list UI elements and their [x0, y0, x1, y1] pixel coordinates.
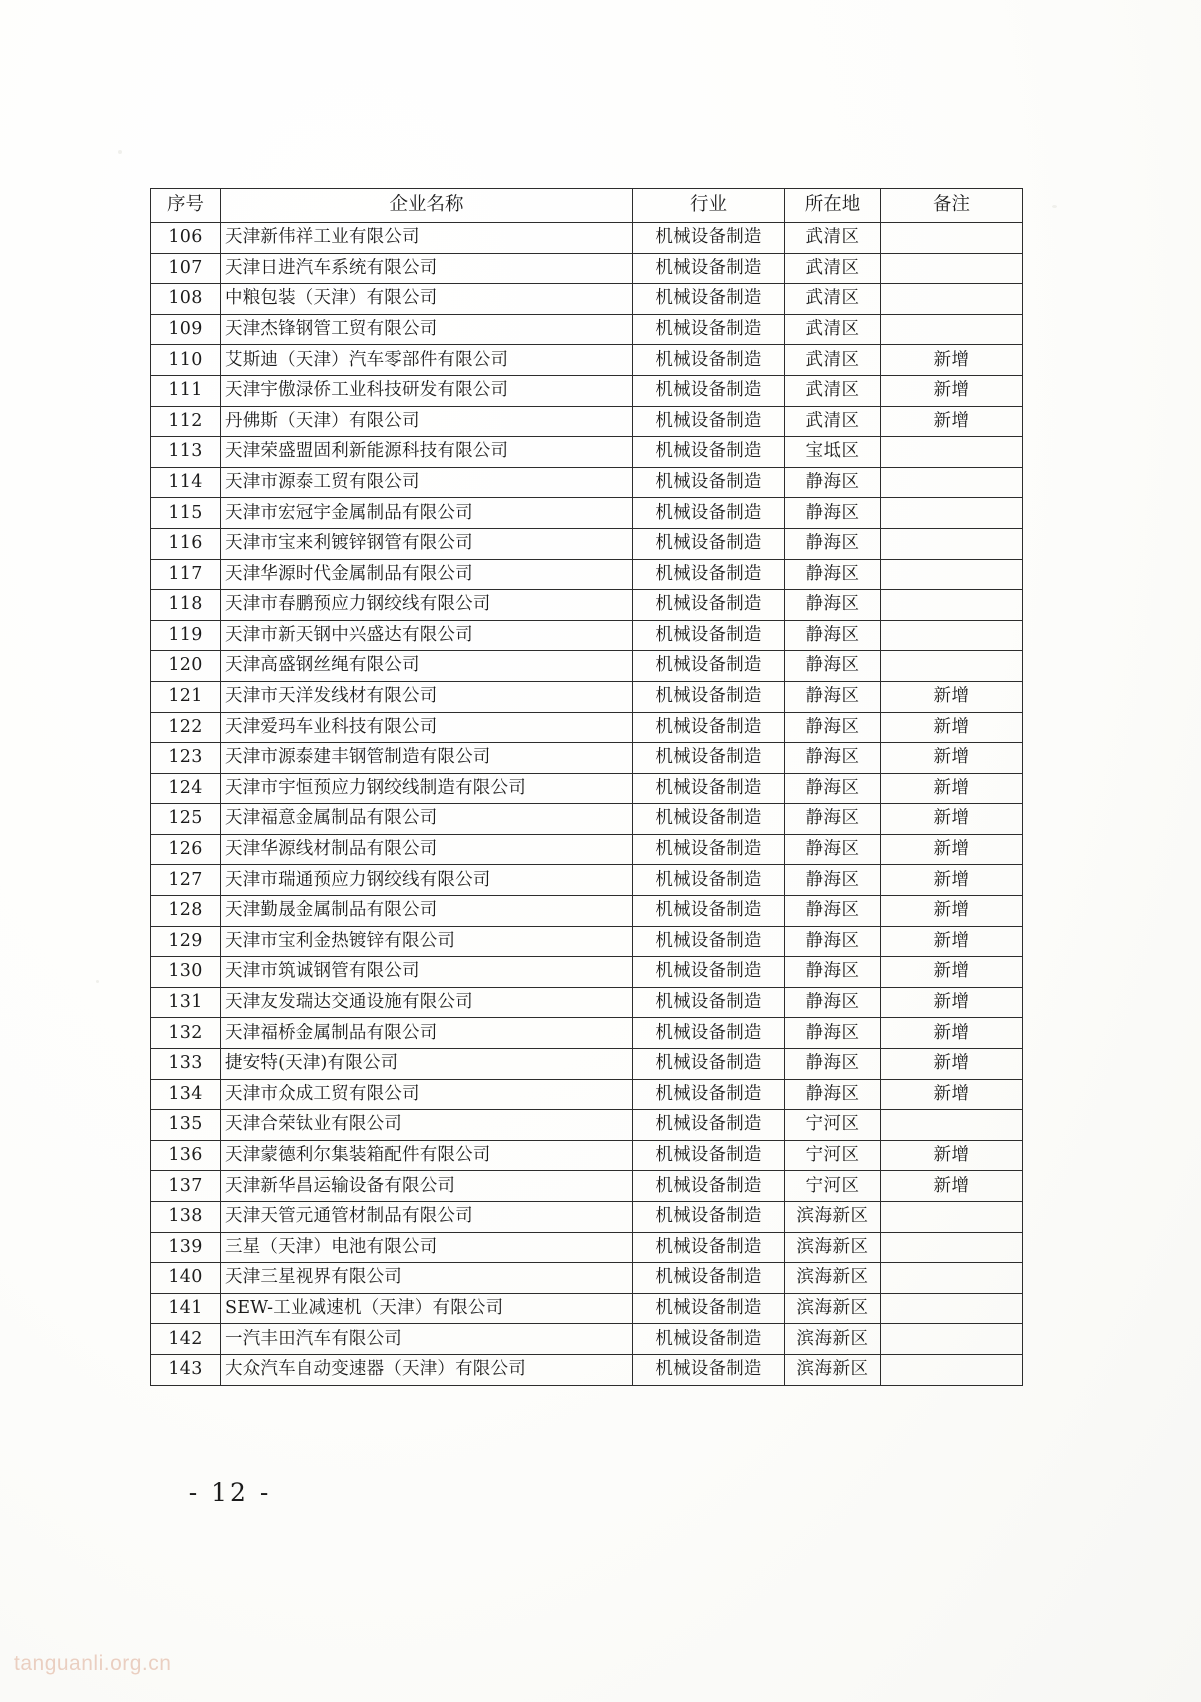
cell-company: 天津市宝利金热镀锌有限公司	[221, 926, 633, 957]
table-row	[151, 1171, 1023, 1202]
table-row	[151, 345, 1023, 376]
cell-seq: 121	[151, 681, 221, 712]
table-row	[151, 834, 1023, 865]
table-body	[151, 223, 1023, 1386]
cell-industry: 机械设备制造	[633, 1202, 785, 1233]
cell-company: 天津市源泰工贸有限公司	[221, 467, 633, 498]
table-row	[151, 1049, 1023, 1080]
table-row	[151, 620, 1023, 651]
cell-seq: 108	[151, 284, 221, 315]
cell-seq: 116	[151, 528, 221, 559]
cell-location: 静海区	[785, 987, 881, 1018]
cell-company: 大众汽车自动变速器（天津）有限公司	[221, 1354, 633, 1385]
cell-seq: 106	[151, 223, 221, 254]
cell-company: 天津市瑞通预应力钢绞线有限公司	[221, 865, 633, 896]
table-row	[151, 743, 1023, 774]
cell-seq: 114	[151, 467, 221, 498]
cell-location: 静海区	[785, 712, 881, 743]
cell-remark	[881, 437, 1023, 468]
cell-industry: 机械设备制造	[633, 896, 785, 927]
page-number: - 12 -	[188, 1478, 272, 1507]
cell-industry: 机械设备制造	[633, 437, 785, 468]
cell-location: 武清区	[785, 284, 881, 315]
cell-location: 宁河区	[785, 1140, 881, 1171]
cell-company: 天津华源时代金属制品有限公司	[221, 559, 633, 590]
site-watermark: tanguanli.org.cn	[14, 1652, 172, 1675]
cell-company: 天津新伟祥工业有限公司	[221, 223, 633, 254]
cell-industry: 机械设备制造	[633, 712, 785, 743]
scan-speck	[118, 150, 122, 154]
table-row	[151, 284, 1023, 315]
cell-remark	[881, 651, 1023, 682]
column-header-location: 所在地	[785, 189, 881, 223]
cell-location: 武清区	[785, 345, 881, 376]
cell-company: 天津合荣钛业有限公司	[221, 1110, 633, 1141]
cell-seq: 115	[151, 498, 221, 529]
table-row	[151, 559, 1023, 590]
cell-location: 静海区	[785, 865, 881, 896]
table-row	[151, 1324, 1023, 1355]
cell-industry: 机械设备制造	[633, 834, 785, 865]
cell-company: 天津市春鹏预应力钢绞线有限公司	[221, 590, 633, 621]
table-row	[151, 773, 1023, 804]
cell-location: 宁河区	[785, 1110, 881, 1141]
cell-remark: 新增	[881, 345, 1023, 376]
cell-remark: 新增	[881, 1171, 1023, 1202]
cell-location: 武清区	[785, 406, 881, 437]
cell-company: 天津市宝来利镀锌钢管有限公司	[221, 528, 633, 559]
cell-industry: 机械设备制造	[633, 926, 785, 957]
cell-company: 天津福桥金属制品有限公司	[221, 1018, 633, 1049]
cell-seq: 126	[151, 834, 221, 865]
column-header-industry: 行业	[633, 189, 785, 223]
table-row	[151, 926, 1023, 957]
cell-location: 静海区	[785, 620, 881, 651]
cell-remark: 新增	[881, 987, 1023, 1018]
column-header-remark: 备注	[881, 189, 1023, 223]
cell-seq: 141	[151, 1293, 221, 1324]
cell-company: 天津爱玛车业科技有限公司	[221, 712, 633, 743]
cell-seq: 140	[151, 1263, 221, 1294]
cell-remark	[881, 223, 1023, 254]
table-row	[151, 1232, 1023, 1263]
cell-remark: 新增	[881, 743, 1023, 774]
table-row	[151, 528, 1023, 559]
table-row	[151, 223, 1023, 254]
cell-seq: 139	[151, 1232, 221, 1263]
cell-company: 天津蒙德利尔集装箱配件有限公司	[221, 1140, 633, 1171]
cell-company: 天津市天洋发线材有限公司	[221, 681, 633, 712]
cell-seq: 130	[151, 957, 221, 988]
cell-location: 宁河区	[785, 1171, 881, 1202]
table-row	[151, 1140, 1023, 1171]
cell-seq: 109	[151, 314, 221, 345]
cell-company: 天津市新天钢中兴盛达有限公司	[221, 620, 633, 651]
cell-seq: 136	[151, 1140, 221, 1171]
cell-remark	[881, 1202, 1023, 1233]
cell-remark	[881, 1110, 1023, 1141]
cell-location: 静海区	[785, 467, 881, 498]
cell-location: 滨海新区	[785, 1263, 881, 1294]
cell-industry: 机械设备制造	[633, 1293, 785, 1324]
column-header-company: 企业名称	[221, 189, 633, 223]
cell-location: 静海区	[785, 681, 881, 712]
table-row	[151, 590, 1023, 621]
cell-industry: 机械设备制造	[633, 406, 785, 437]
table-row	[151, 681, 1023, 712]
cell-industry: 机械设备制造	[633, 1324, 785, 1355]
cell-company: 天津三星视界有限公司	[221, 1263, 633, 1294]
cell-company: 天津市源泰建丰钢管制造有限公司	[221, 743, 633, 774]
cell-industry: 机械设备制造	[633, 223, 785, 254]
cell-industry: 机械设备制造	[633, 620, 785, 651]
table-row	[151, 865, 1023, 896]
cell-location: 静海区	[785, 559, 881, 590]
cell-industry: 机械设备制造	[633, 314, 785, 345]
table-row	[151, 712, 1023, 743]
cell-location: 武清区	[785, 314, 881, 345]
cell-remark	[881, 467, 1023, 498]
table-header-row	[151, 189, 1023, 223]
cell-company: 一汽丰田汽车有限公司	[221, 1324, 633, 1355]
cell-location: 滨海新区	[785, 1293, 881, 1324]
cell-location: 滨海新区	[785, 1232, 881, 1263]
table-row	[151, 987, 1023, 1018]
cell-location: 静海区	[785, 926, 881, 957]
cell-company: 天津市筑诚钢管有限公司	[221, 957, 633, 988]
table-row	[151, 253, 1023, 284]
table-row	[151, 437, 1023, 468]
cell-remark: 新增	[881, 896, 1023, 927]
cell-company: 天津市众成工贸有限公司	[221, 1079, 633, 1110]
table-row	[151, 467, 1023, 498]
cell-company: 天津杰锋钢管工贸有限公司	[221, 314, 633, 345]
cell-industry: 机械设备制造	[633, 467, 785, 498]
table-row	[151, 1202, 1023, 1233]
cell-seq: 132	[151, 1018, 221, 1049]
cell-company: 三星（天津）电池有限公司	[221, 1232, 633, 1263]
cell-industry: 机械设备制造	[633, 865, 785, 896]
cell-company: SEW-工业减速机（天津）有限公司	[221, 1293, 633, 1324]
scan-speck	[1052, 205, 1057, 208]
table-row	[151, 1079, 1023, 1110]
cell-seq: 143	[151, 1354, 221, 1385]
cell-seq: 134	[151, 1079, 221, 1110]
cell-location: 宝坻区	[785, 437, 881, 468]
cell-location: 静海区	[785, 590, 881, 621]
cell-location: 武清区	[785, 253, 881, 284]
cell-remark: 新增	[881, 957, 1023, 988]
cell-location: 静海区	[785, 743, 881, 774]
table-row	[151, 498, 1023, 529]
cell-remark: 新增	[881, 1140, 1023, 1171]
cell-remark: 新增	[881, 375, 1023, 406]
cell-remark: 新增	[881, 681, 1023, 712]
cell-industry: 机械设备制造	[633, 1232, 785, 1263]
cell-location: 静海区	[785, 804, 881, 835]
cell-industry: 机械设备制造	[633, 1049, 785, 1080]
enterprise-table-container	[150, 188, 1022, 1386]
table-row	[151, 896, 1023, 927]
cell-industry: 机械设备制造	[633, 375, 785, 406]
cell-seq: 142	[151, 1324, 221, 1355]
cell-company: 天津市宏冠宇金属制品有限公司	[221, 498, 633, 529]
cell-seq: 135	[151, 1110, 221, 1141]
cell-seq: 113	[151, 437, 221, 468]
cell-company: 天津高盛钢丝绳有限公司	[221, 651, 633, 682]
table-row	[151, 1018, 1023, 1049]
cell-company: 丹佛斯（天津）有限公司	[221, 406, 633, 437]
cell-remark: 新增	[881, 804, 1023, 835]
cell-industry: 机械设备制造	[633, 1079, 785, 1110]
cell-company: 天津天管元通管材制品有限公司	[221, 1202, 633, 1233]
cell-location: 静海区	[785, 498, 881, 529]
cell-industry: 机械设备制造	[633, 1140, 785, 1171]
cell-seq: 128	[151, 896, 221, 927]
cell-remark	[881, 1354, 1023, 1385]
table-header	[151, 189, 1023, 223]
cell-remark: 新增	[881, 1049, 1023, 1080]
cell-location: 静海区	[785, 773, 881, 804]
cell-remark: 新增	[881, 1018, 1023, 1049]
cell-location: 静海区	[785, 1079, 881, 1110]
cell-company: 天津宇傲渌侨工业科技研发有限公司	[221, 375, 633, 406]
cell-remark: 新增	[881, 406, 1023, 437]
cell-location: 静海区	[785, 651, 881, 682]
cell-industry: 机械设备制造	[633, 651, 785, 682]
cell-remark	[881, 620, 1023, 651]
cell-seq: 110	[151, 345, 221, 376]
cell-company: 天津荣盛盟固利新能源科技有限公司	[221, 437, 633, 468]
cell-seq: 111	[151, 375, 221, 406]
cell-remark	[881, 1263, 1023, 1294]
cell-industry: 机械设备制造	[633, 743, 785, 774]
cell-remark	[881, 284, 1023, 315]
cell-remark	[881, 1293, 1023, 1324]
cell-remark: 新增	[881, 865, 1023, 896]
cell-remark	[881, 1232, 1023, 1263]
cell-company: 天津友发瑞达交通设施有限公司	[221, 987, 633, 1018]
cell-location: 滨海新区	[785, 1354, 881, 1385]
cell-industry: 机械设备制造	[633, 804, 785, 835]
cell-remark: 新增	[881, 773, 1023, 804]
cell-location: 静海区	[785, 528, 881, 559]
cell-remark: 新增	[881, 926, 1023, 957]
cell-seq: 125	[151, 804, 221, 835]
cell-remark: 新增	[881, 1079, 1023, 1110]
table-row	[151, 375, 1023, 406]
cell-industry: 机械设备制造	[633, 987, 785, 1018]
cell-company: 捷安特(天津)有限公司	[221, 1049, 633, 1080]
cell-seq: 124	[151, 773, 221, 804]
cell-industry: 机械设备制造	[633, 253, 785, 284]
cell-remark	[881, 1324, 1023, 1355]
cell-remark	[881, 590, 1023, 621]
cell-company: 天津新华昌运输设备有限公司	[221, 1171, 633, 1202]
table-row	[151, 314, 1023, 345]
cell-company: 艾斯迪（天津）汽车零部件有限公司	[221, 345, 633, 376]
cell-remark	[881, 498, 1023, 529]
cell-seq: 131	[151, 987, 221, 1018]
cell-industry: 机械设备制造	[633, 1110, 785, 1141]
cell-company: 中粮包装（天津）有限公司	[221, 284, 633, 315]
table-row	[151, 957, 1023, 988]
cell-seq: 122	[151, 712, 221, 743]
cell-remark	[881, 528, 1023, 559]
cell-seq: 133	[151, 1049, 221, 1080]
cell-industry: 机械设备制造	[633, 498, 785, 529]
table-row	[151, 1263, 1023, 1294]
cell-location: 静海区	[785, 957, 881, 988]
cell-seq: 129	[151, 926, 221, 957]
cell-seq: 120	[151, 651, 221, 682]
cell-location: 静海区	[785, 1049, 881, 1080]
column-header-seq: 序号	[151, 189, 221, 223]
cell-seq: 123	[151, 743, 221, 774]
table-row	[151, 1110, 1023, 1141]
cell-industry: 机械设备制造	[633, 681, 785, 712]
cell-location: 武清区	[785, 223, 881, 254]
cell-seq: 119	[151, 620, 221, 651]
table-row	[151, 1293, 1023, 1324]
cell-company: 天津勤晟金属制品有限公司	[221, 896, 633, 927]
table-row	[151, 651, 1023, 682]
cell-seq: 117	[151, 559, 221, 590]
cell-seq: 127	[151, 865, 221, 896]
cell-industry: 机械设备制造	[633, 1018, 785, 1049]
cell-company: 天津福意金属制品有限公司	[221, 804, 633, 835]
cell-location: 武清区	[785, 375, 881, 406]
cell-industry: 机械设备制造	[633, 345, 785, 376]
cell-location: 滨海新区	[785, 1324, 881, 1355]
cell-remark	[881, 253, 1023, 284]
cell-remark: 新增	[881, 834, 1023, 865]
cell-location: 静海区	[785, 834, 881, 865]
cell-remark: 新增	[881, 712, 1023, 743]
cell-industry: 机械设备制造	[633, 284, 785, 315]
cell-industry: 机械设备制造	[633, 590, 785, 621]
cell-company: 天津市宇恒预应力钢绞线制造有限公司	[221, 773, 633, 804]
scan-speck	[96, 980, 99, 983]
cell-location: 静海区	[785, 896, 881, 927]
cell-location: 静海区	[785, 1018, 881, 1049]
cell-remark	[881, 559, 1023, 590]
cell-industry: 机械设备制造	[633, 1171, 785, 1202]
enterprise-table	[150, 188, 1023, 1386]
cell-seq: 118	[151, 590, 221, 621]
table-row	[151, 1354, 1023, 1385]
cell-seq: 112	[151, 406, 221, 437]
cell-industry: 机械设备制造	[633, 559, 785, 590]
cell-industry: 机械设备制造	[633, 528, 785, 559]
table-row	[151, 804, 1023, 835]
cell-seq: 137	[151, 1171, 221, 1202]
cell-industry: 机械设备制造	[633, 1354, 785, 1385]
cell-seq: 107	[151, 253, 221, 284]
cell-company: 天津日进汽车系统有限公司	[221, 253, 633, 284]
cell-company: 天津华源线材制品有限公司	[221, 834, 633, 865]
cell-remark	[881, 314, 1023, 345]
table-row	[151, 406, 1023, 437]
cell-industry: 机械设备制造	[633, 957, 785, 988]
cell-seq: 138	[151, 1202, 221, 1233]
cell-industry: 机械设备制造	[633, 1263, 785, 1294]
cell-location: 滨海新区	[785, 1202, 881, 1233]
cell-industry: 机械设备制造	[633, 773, 785, 804]
